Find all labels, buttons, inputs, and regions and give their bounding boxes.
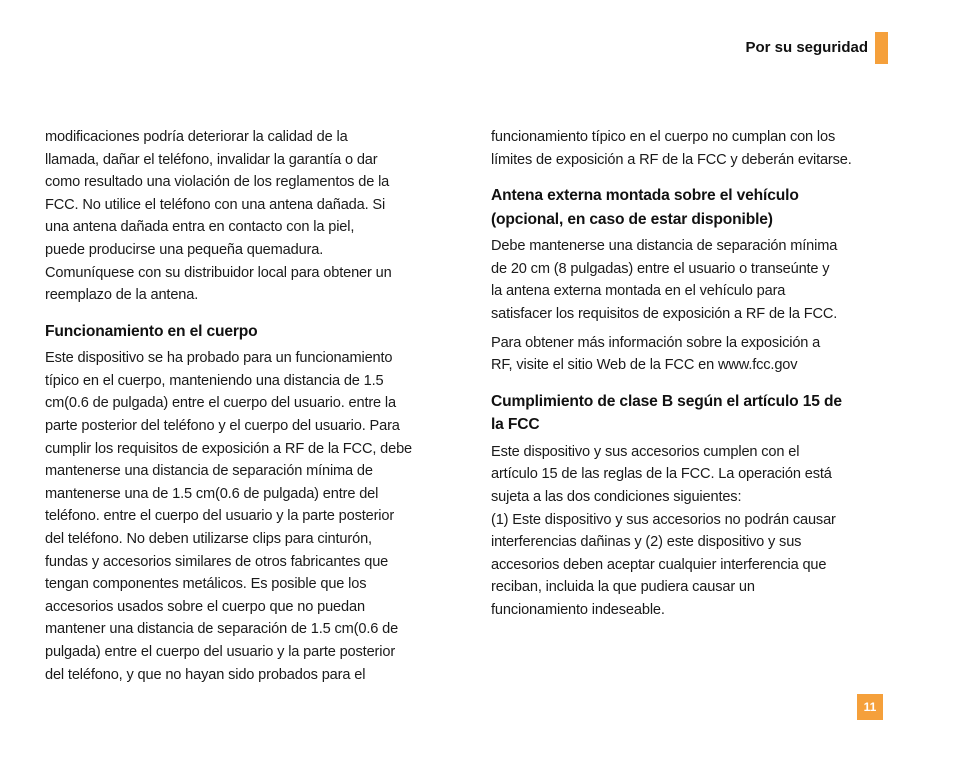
right-paragraph-class-b [491, 441, 891, 622]
right-paragraph-vehicle-antenna [491, 235, 891, 325]
page-number: 11 [857, 694, 883, 720]
text-line: Cumplimiento de clase B según el artículo 15 de [491, 392, 842, 410]
left-column [45, 126, 445, 686]
text-line: pulgada) entre el cuerpo del usuario y la parte posterior [45, 643, 396, 660]
text-line: llamada, dañar el teléfono, invalidar la garantía o dar [45, 151, 378, 168]
text-line: accesorios deben aceptar cualquier interferencia que [491, 556, 827, 573]
text-line: funcionamiento indeseable. [491, 601, 665, 618]
text-line: de 20 cm (8 pulgadas) entre el usuario o transeúnte y [491, 260, 830, 277]
text-line: FCC. No utilice el teléfono con una antena dañada. Si [45, 196, 386, 213]
text-line: (opcional, en caso de estar disponible) [491, 210, 773, 228]
text-line: parte posterior del teléfono y el cuerpo del usuario. Para [45, 418, 400, 435]
text-line: la antena externa montada en el vehículo para [491, 283, 786, 300]
text-line: mantenerse una de 1.5 cm(0.6 de pulgada) entre del [45, 485, 379, 502]
text-line: del teléfono, y que no hayan sido probados para el [45, 666, 366, 683]
heading-class-b-compliance [491, 390, 891, 437]
text-line: Antena externa montada sobre el vehículo [491, 187, 799, 205]
text-line: cumplir los requisitos de exposición a RF de la FCC, debe [45, 440, 413, 457]
text-line: Debe mantenerse una distancia de separación mínima [491, 238, 838, 255]
text-line: funcionamiento típico en el cuerpo no cumplan con los [491, 129, 836, 145]
heading-body-worn-operation [45, 320, 445, 344]
text-line: una antena dañada entra en contacto con la piel, [45, 219, 355, 236]
text-line: tengan componentes metálicos. Es posible que los [45, 576, 367, 593]
text-line: del teléfono. No deben utilizarse clips para cinturón, [45, 531, 372, 547]
right-column [491, 126, 891, 622]
text-line: modificaciones podría deteriorar la calidad de la [45, 129, 348, 145]
text-line: artículo 15 de las reglas de la FCC. La operación está [491, 466, 832, 483]
text-line: Este dispositivo y sus accesorios cumplen con el [491, 443, 800, 460]
left-paragraph-antenna-modifications [45, 126, 445, 307]
text-line: cm(0.6 de pulgada) entre el cuerpo del usuario. entre la [45, 395, 396, 412]
text-line: mantenerse una distancia de separación mínima de [45, 463, 373, 480]
text-line: sujeta a las dos condiciones siguientes: [491, 488, 742, 505]
text-line: la FCC [491, 416, 540, 434]
text-line: límites de exposición a RF de la FCC y deberán evitarse. [491, 151, 852, 168]
heading-vehicle-antenna [491, 184, 891, 231]
page-header [745, 32, 888, 64]
text-line: puede producirse una pequeña quemadura. [45, 241, 324, 258]
right-paragraph-fcc-info [491, 332, 891, 377]
text-line: reciban, incluida la que pudiera causar un [491, 579, 755, 596]
text-line: mantener una distancia de separación de 1.5 cm(0.6 de [45, 621, 399, 638]
text-line: Para obtener más información sobre la exposición a [491, 334, 821, 351]
header-accent-bar [875, 32, 888, 64]
text-line: típico en el cuerpo, manteniendo una distancia de 1.5 [45, 372, 384, 389]
section-title: Por su seguridad [745, 39, 868, 56]
text-line: satisfacer los requisitos de exposición a RF de la FCC. [491, 305, 838, 322]
text-line: RF, visite el sitio Web de la FCC en www.fcc.gov [491, 357, 798, 374]
left-paragraph-body-worn [45, 347, 445, 686]
text-line: como resultado una violación de los reglamentos de la [45, 174, 390, 191]
right-paragraph-body-worn-continued [491, 126, 891, 171]
text-line: Comuníquese con su distribuidor local para obtener un [45, 264, 392, 281]
text-line: (1) Este dispositivo y sus accesorios no podrán causar [491, 511, 836, 528]
text-line: Funcionamiento en el cuerpo [45, 322, 258, 340]
text-line: teléfono. entre el cuerpo del usuario y la parte posterior [45, 508, 395, 525]
text-line: fundas y accesorios similares de otros fabricantes que [45, 553, 389, 570]
text-line: interferencias dañinas y (2) este dispositivo y sus [491, 534, 802, 551]
text-line: Este dispositivo se ha probado para un funcionamiento [45, 350, 393, 367]
text-line: accesorios usados sobre el cuerpo que no puedan [45, 598, 365, 615]
text-line: reemplazo de la antena. [45, 287, 199, 304]
